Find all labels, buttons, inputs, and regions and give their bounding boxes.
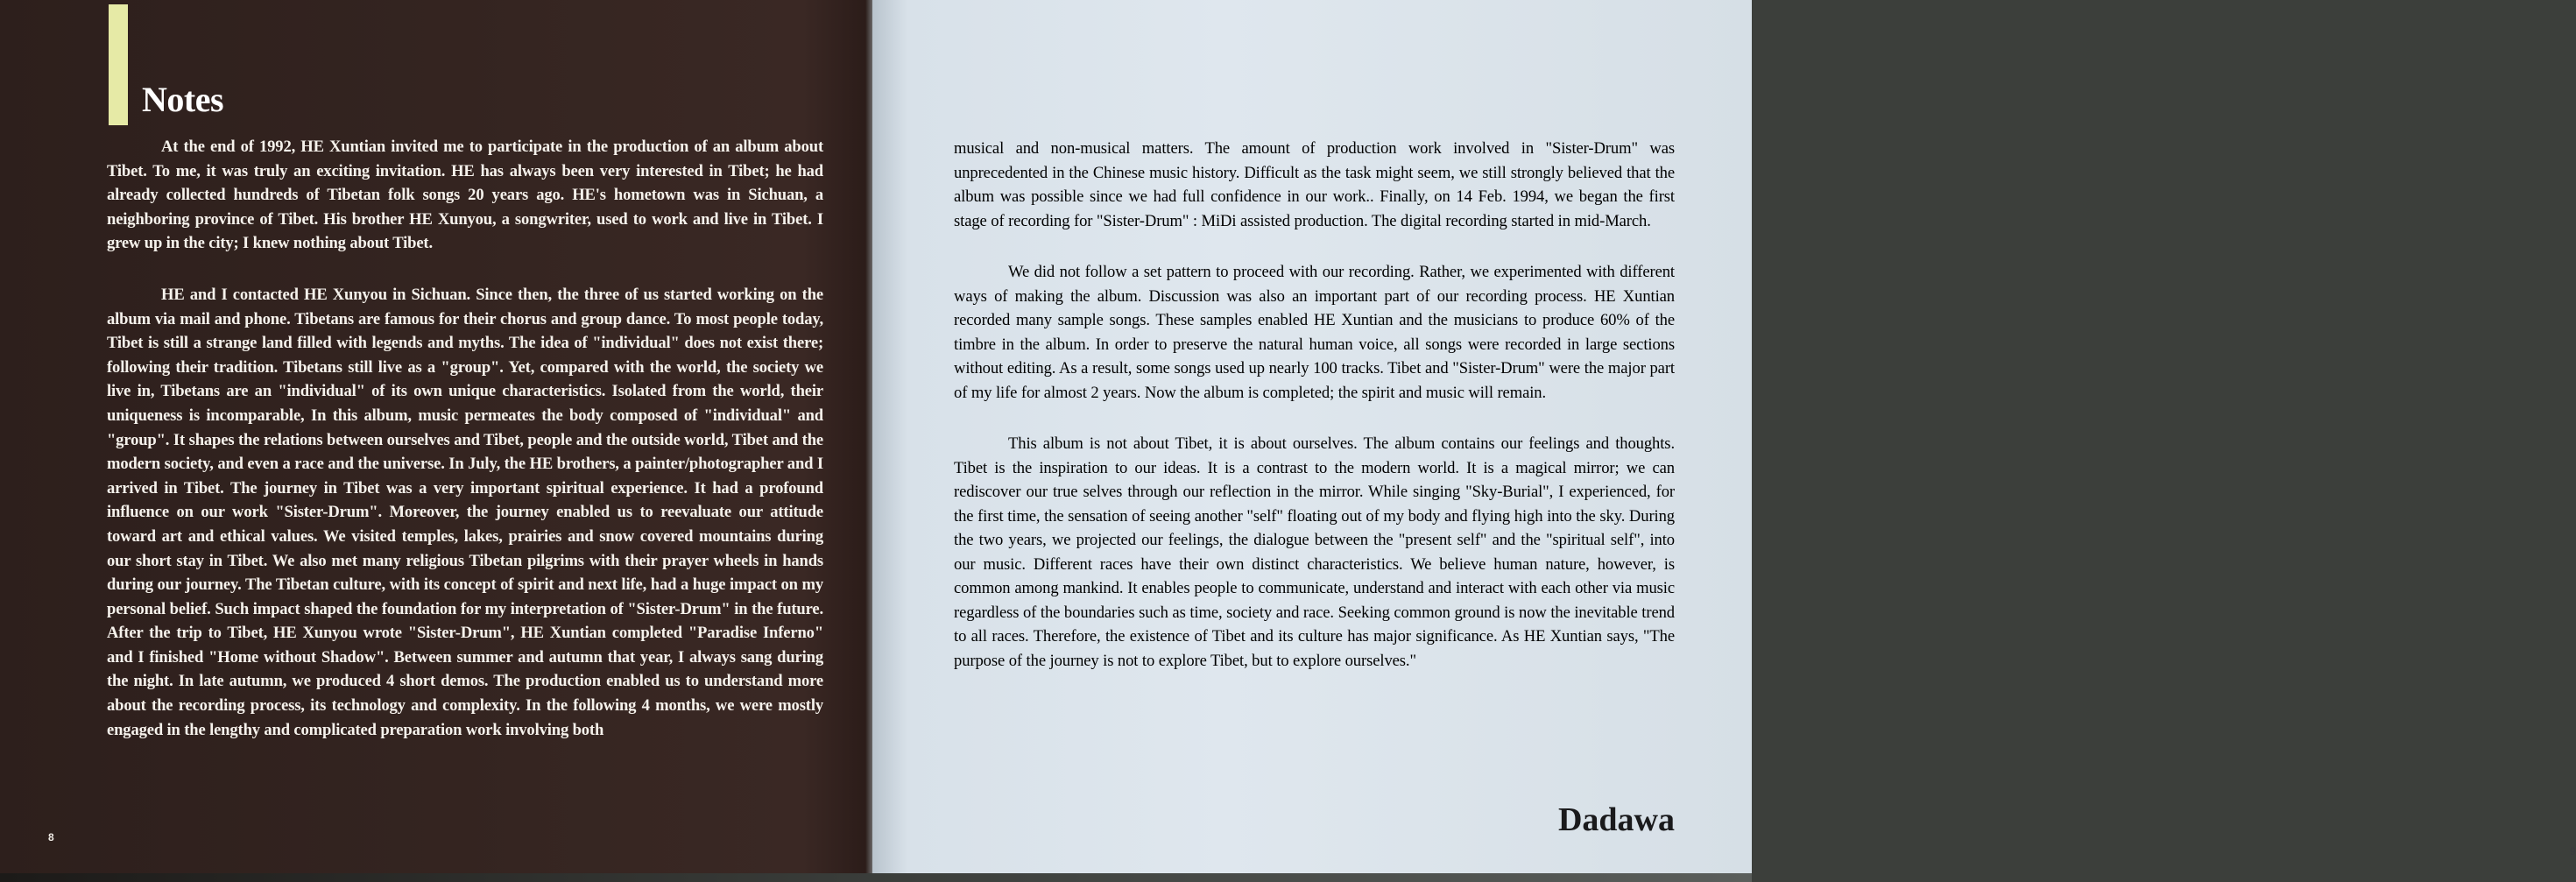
- table-surface: [0, 873, 1752, 882]
- paragraph: musical and non-musical matters. The amount of production work involved in "Sister-Drum" was unprecedented in the Chinese music history. Difficult as the task might seem, we still strongly believed that the album was possible since we had full confidence in our work.. Finally, on 14 Feb. 1994, we began the first stage of recording for "Sister-Drum" : MiDi assisted production. The digital recording started in mid-March.: [954, 139, 1675, 230]
- left-page: [0, 0, 872, 873]
- paragraph-gap: [954, 233, 1675, 260]
- paragraph: HE and I contacted HE Xunyou in Sichuan. Since then, the three of us started working on the album via mail and phone. Tibetans are famous for their chorus and group dance. To most people today, Tibet is still a strange land filled with legends and myths. The idea of "individual" does not exist there; following their tradition. Tibetans still live as a "group". Yet, compared with the world, the society we live in, Tibetans are an "individual" of its own unique characteristics. Isolated from the world, their uniqueness is incomparable, In this album, music permeates the body composed of "individual" and "group". It shapes the relations between ourselves and Tibet, people and the outside world, Tibet and the modern society, and even a race and the universe. In July, the HE brothers, a painter/photographer and I arrived in Tibet. The journey in Tibet was a very important spiritual experience. It had a profound influence on our work "Sister-Drum". Moreover, the journey enabled us to reevaluate our attitude toward art and ethical values. We visited temples, lakes, prairies and snow covered mountains during our short stay in Tibet. We also met many religious Tibetan pilgrims with their prayer wheels in hands during our journey. The Tibetan culture, with its concept of spirit and next life, had a huge impact on my personal belief. Such impact shaped the foundation for my interpretation of "Sister-Drum" in the future. After the trip to Tibet, HE Xunyou wrote "Sister-Drum", HE Xuntian completed "Paradise Inferno" and I finished "Home without Shadow". Between summer and autumn that year, I always sang during the night. In late autumn, we produced 4 short demos. The production enabled us to understand more about the recording process, its technology and complexity. In the following 4 months, we were mostly engaged in the lengthy and complicated preparation work involving both: [107, 285, 823, 739]
- paragraph-gap: [954, 405, 1675, 432]
- title-accent-bar: [109, 4, 128, 125]
- page-title: Notes: [142, 80, 224, 119]
- left-page-body: [107, 135, 823, 742]
- page-number: 8: [48, 831, 54, 843]
- paragraph-gap: [107, 256, 823, 283]
- author-signature: Dadawa: [1557, 801, 1675, 838]
- right-page-body: [954, 137, 1675, 673]
- paragraph: We did not follow a set pattern to proceed with our recording. Rather, we experimented with different ways of making the album. Discussion was also an important part of our recording process. HE Xuntian recorded many sample songs. These samples enabled HE Xuntian and the musicians to produce 60% of the timbre in the album. In order to preserve the natural human voice, all songs were recorded in large sections without editing. As a result, some songs used up nearly 100 tracks. Tibet and "Sister-Drum" were the major part of my life for almost 2 years. Now the album is completed; the spirit and music will remain.: [954, 263, 1675, 402]
- page-number: 9: [2570, 845, 2576, 857]
- paragraph: This album is not about Tibet, it is about ourselves. The album contains our feelings and thoughts. Tibet is the inspiration to our ideas. It is a contrast to the modern world. It is a magical mirror; we can rediscover our true selves through our reflection in the mirror. While singing "Sky-Burial", I experienced, for the first time, the sensation of seeing another "self" floating out of my body and flying high into the sky. During the two years, we projected our feelings, the dialogue between the "present self" and the "spiritual self", into our music. Different races have their own distinct characteristics. We believe human nature, however, is common among mankind. It enables people to communicate, understand and interact with each other via music regardless of the boundaries such as time, society and race. Seeking common ground is now the inevitable trend to all races. Therefore, the existence of Tibet and its culture has major significance. As HE Xuntian says, "The purpose of the journey is not to explore Tibet, but to explore ourselves.": [954, 434, 1675, 670]
- paragraph: At the end of 1992, HE Xuntian invited me to participate in the production of an album about Tibet. To me, it was truly an exciting invitation. HE has always been very interested in Tibet; he had already collected hundreds of Tibetan folk songs 20 years ago. HE's hometown was in Sichuan, a neighboring province of Tibet. His brother HE Xunyou, a songwriter, used to work and live in Tibet. I grew up in the city; I knew nothing about Tibet.: [107, 138, 823, 253]
